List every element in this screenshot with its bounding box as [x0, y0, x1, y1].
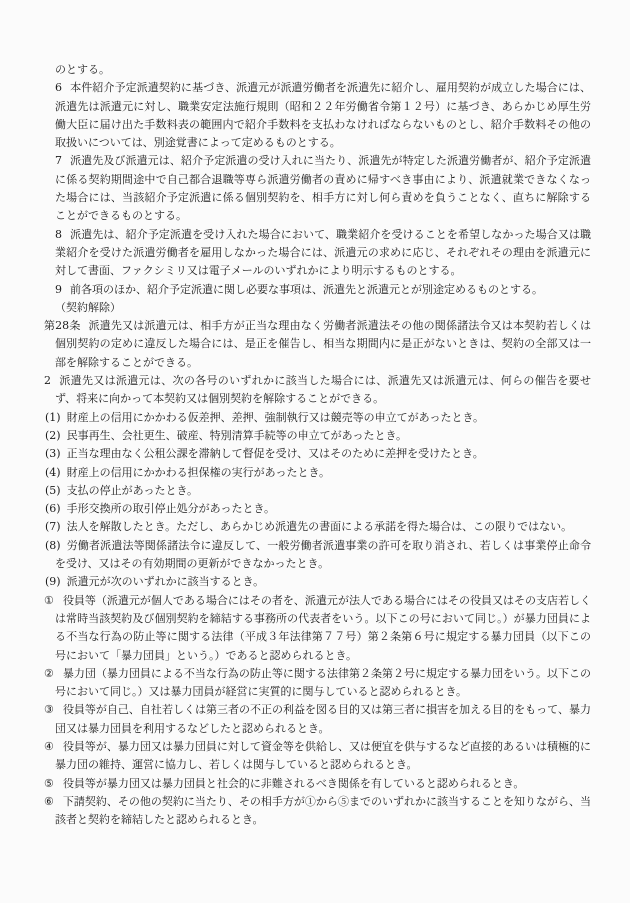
item-marker: (7): [45, 520, 61, 534]
paragraph-text: 支払の停止があったとき。: [66, 483, 199, 497]
section-heading-text: （契約解除）: [55, 300, 121, 314]
paragraph-text: 暴力団（暴力団員による不当な行為の防止等に関する法律第２条第２号に規定する暴力団をいう。以下この号において同じ。）又は暴力団員が経営に実質的に関与していると認められるとき。: [55, 666, 591, 699]
clause-item-6: [45, 500, 591, 518]
item-marker: (3): [45, 447, 61, 461]
clause-item-4: [45, 464, 591, 482]
paragraph-text: のとする。: [55, 63, 110, 76]
clause-subitem-5: [44, 775, 591, 793]
paragraph-text: 労働者派遣法等関係諸法令に違反して、一般労働者派遣事業の許可を取り消され、若しくは事業停止命令を受け、又はその有効期間の更新ができなかったとき。: [55, 538, 591, 571]
item-marker: (4): [45, 465, 61, 479]
item-marker: (2): [45, 428, 61, 442]
item-marker: (5): [45, 483, 61, 497]
clause-item-3: [45, 445, 591, 463]
paragraph-text: 法人を解散したとき。ただし、あらかじめ派遣先の書面による承諾を得た場合は、この限りではない。: [66, 520, 573, 534]
item-marker: 7: [55, 154, 62, 168]
clause-subitem-1: [44, 592, 591, 665]
clause-subitem-4: [44, 738, 591, 775]
article-28-paragraph-2: [44, 372, 591, 409]
paragraph-text: 財産上の信用にかかわる担保権の実行があったとき。: [66, 465, 331, 479]
paragraph-text: 正当な理由なく公租公課を滞納して督促を受け、又はそのために差押を受けたとき。: [66, 447, 484, 461]
item-marker: (8): [45, 538, 61, 552]
paragraph-text: 民事再生、会社更生、破産、特別清算手続等の申立てがあったとき。: [66, 428, 408, 442]
clause-item-2: [45, 427, 591, 445]
item-marker: 8: [55, 227, 62, 241]
item-marker: 2: [44, 374, 51, 388]
clause-item-9: [45, 573, 591, 591]
item-marker: ⑤: [44, 776, 54, 790]
paragraph-text: 派遣先又は派遣元は、次の各号のいずれかに該当した場合には、派遣先又は派遣元は、何らの催告を要せず、将来に向かって本契約又は個別契約を解除することができる。: [55, 374, 591, 406]
paragraph-text: 本件紹介予定派遣契約に基づき、派遣元が派遣労働者を派遣先に紹介し、雇用契約が成立した場合には、派遣先は派遣元に対し、職業安定法施行規則（昭和２２年労働省令第１２号）に基づき、あらかじめ厚生労働大臣に届け出た手数料表の範囲内で紹介手数料を支払わなければならないものとし、紹介手数料その他の取扱いについては、別途覚書によって定めるものとする。: [55, 81, 591, 150]
clause-item-8: [45, 537, 591, 574]
paragraph-continuation: [55, 61, 591, 79]
clause-paragraph-7: [55, 152, 591, 225]
paragraph-text: 派遣先及び派遣元は、紹介予定派遣の受け入れに当たり、派遣先が特定した派遣労働者が、紹介予定派遣に係る契約期間途中で自己都合退職等専ら派遣労働者の責めに帰すべき事由により、派遣就業できなくなった場合には、当該紹介予定派遣に係る個別契約を、相手方に対し何ら責めを負うことなく、直ちに解除することができるものとする。: [55, 154, 591, 223]
paragraph-text: 前各項のほか、紹介予定派遣に関し必要な事項は、派遣先と派遣元とが別途定めるものとする。: [70, 282, 543, 296]
document-page: [44, 61, 592, 829]
clause-subitem-6: [44, 793, 591, 830]
item-marker: (1): [45, 410, 61, 424]
paragraph-text: 役員等が、暴力団又は暴力団員に対して資金等を供給し、又は便宜を供与するなど直接的あるいは積極的に暴力団の維持、運営に協力し、若しくは関与していると認められるとき。: [55, 739, 591, 772]
paragraph-text: 派遣元が次のいずれかに該当するとき。: [66, 575, 265, 589]
clause-item-7: [45, 518, 591, 536]
paragraph-text: 役員等（派遣元が個人である場合にはその者を、派遣元が法人である場合にはその役員又はその支店若しくは常時当該契約及び個別契約を締結する事務所の代表者をいう。以下この号において同じ。）が暴力団員による不当な行為の防止等に関する法律（平成３年法律第７７号）第２条第６号に規定する暴力団員（以下この号において「暴力団員」という。）であると認められるとき。: [55, 593, 591, 662]
clause-subitem-2: [44, 665, 591, 702]
clause-paragraph-9: [55, 281, 591, 299]
item-marker: (9): [45, 575, 61, 589]
article-number: 第28条: [44, 319, 81, 333]
item-marker: ①: [44, 593, 54, 607]
paragraph-text: 手形交換所の取引停止処分があったとき。: [66, 502, 276, 516]
item-marker: (6): [45, 502, 61, 516]
clause-paragraph-8: [55, 226, 591, 281]
item-marker: ④: [44, 739, 54, 753]
item-marker: 6: [55, 81, 62, 95]
item-marker: 9: [55, 282, 62, 296]
clause-item-1: [45, 409, 591, 427]
section-heading: [55, 299, 591, 317]
paragraph-text: 役員等が自己、自社若しくは第三者の不正の利益を図る目的又は第三者に損害を加える目的をもって、暴力団又は暴力団員を利用するなどしたと認められるとき。: [55, 703, 591, 735]
item-marker: ②: [44, 666, 54, 680]
paragraph-text: 派遣先は、紹介予定派遣を受け入れた場合において、職業紹介を受けることを希望しなかった場合又は職業紹介を受けた派遣労働者を雇用しなかった場合には、派遣元の求めに応じ、それぞれその理由を派遣元に対して書面、ファクシミリ又は電子メールのいずれかにより明示するものとする。: [55, 227, 591, 278]
clause-item-5: [45, 482, 591, 500]
clause-subitem-3: [44, 701, 591, 738]
paragraph-text: 財産上の信用にかかわる仮差押、差押、強制執行又は競売等の申立てがあったとき。: [66, 410, 485, 424]
clause-paragraph-6: [55, 79, 591, 152]
paragraph-text: 派遣先又は派遣元は、相手方が正当な理由なく労働者派遣法その他の関係諸法令又は本契約若しくは個別契約の定めに違反した場合には、是正を催告し、相当な期間内に是正がないときは、契約の全部又は一部を解除することができる。: [55, 319, 592, 369]
item-marker: ③: [44, 703, 54, 717]
article-28-paragraph-1: [44, 317, 592, 372]
item-marker: ⑥: [44, 794, 54, 808]
paragraph-text: 下請契約、その他の契約に当たり、その相手方が①から⑤までのいずれかに該当することを知りながら、当該者と契約を締結したと認められるとき。: [55, 794, 591, 827]
paragraph-text: 役員等が暴力団又は暴力団員と社会的に非難されるべき関係を有していると認められるとき。: [62, 776, 525, 790]
